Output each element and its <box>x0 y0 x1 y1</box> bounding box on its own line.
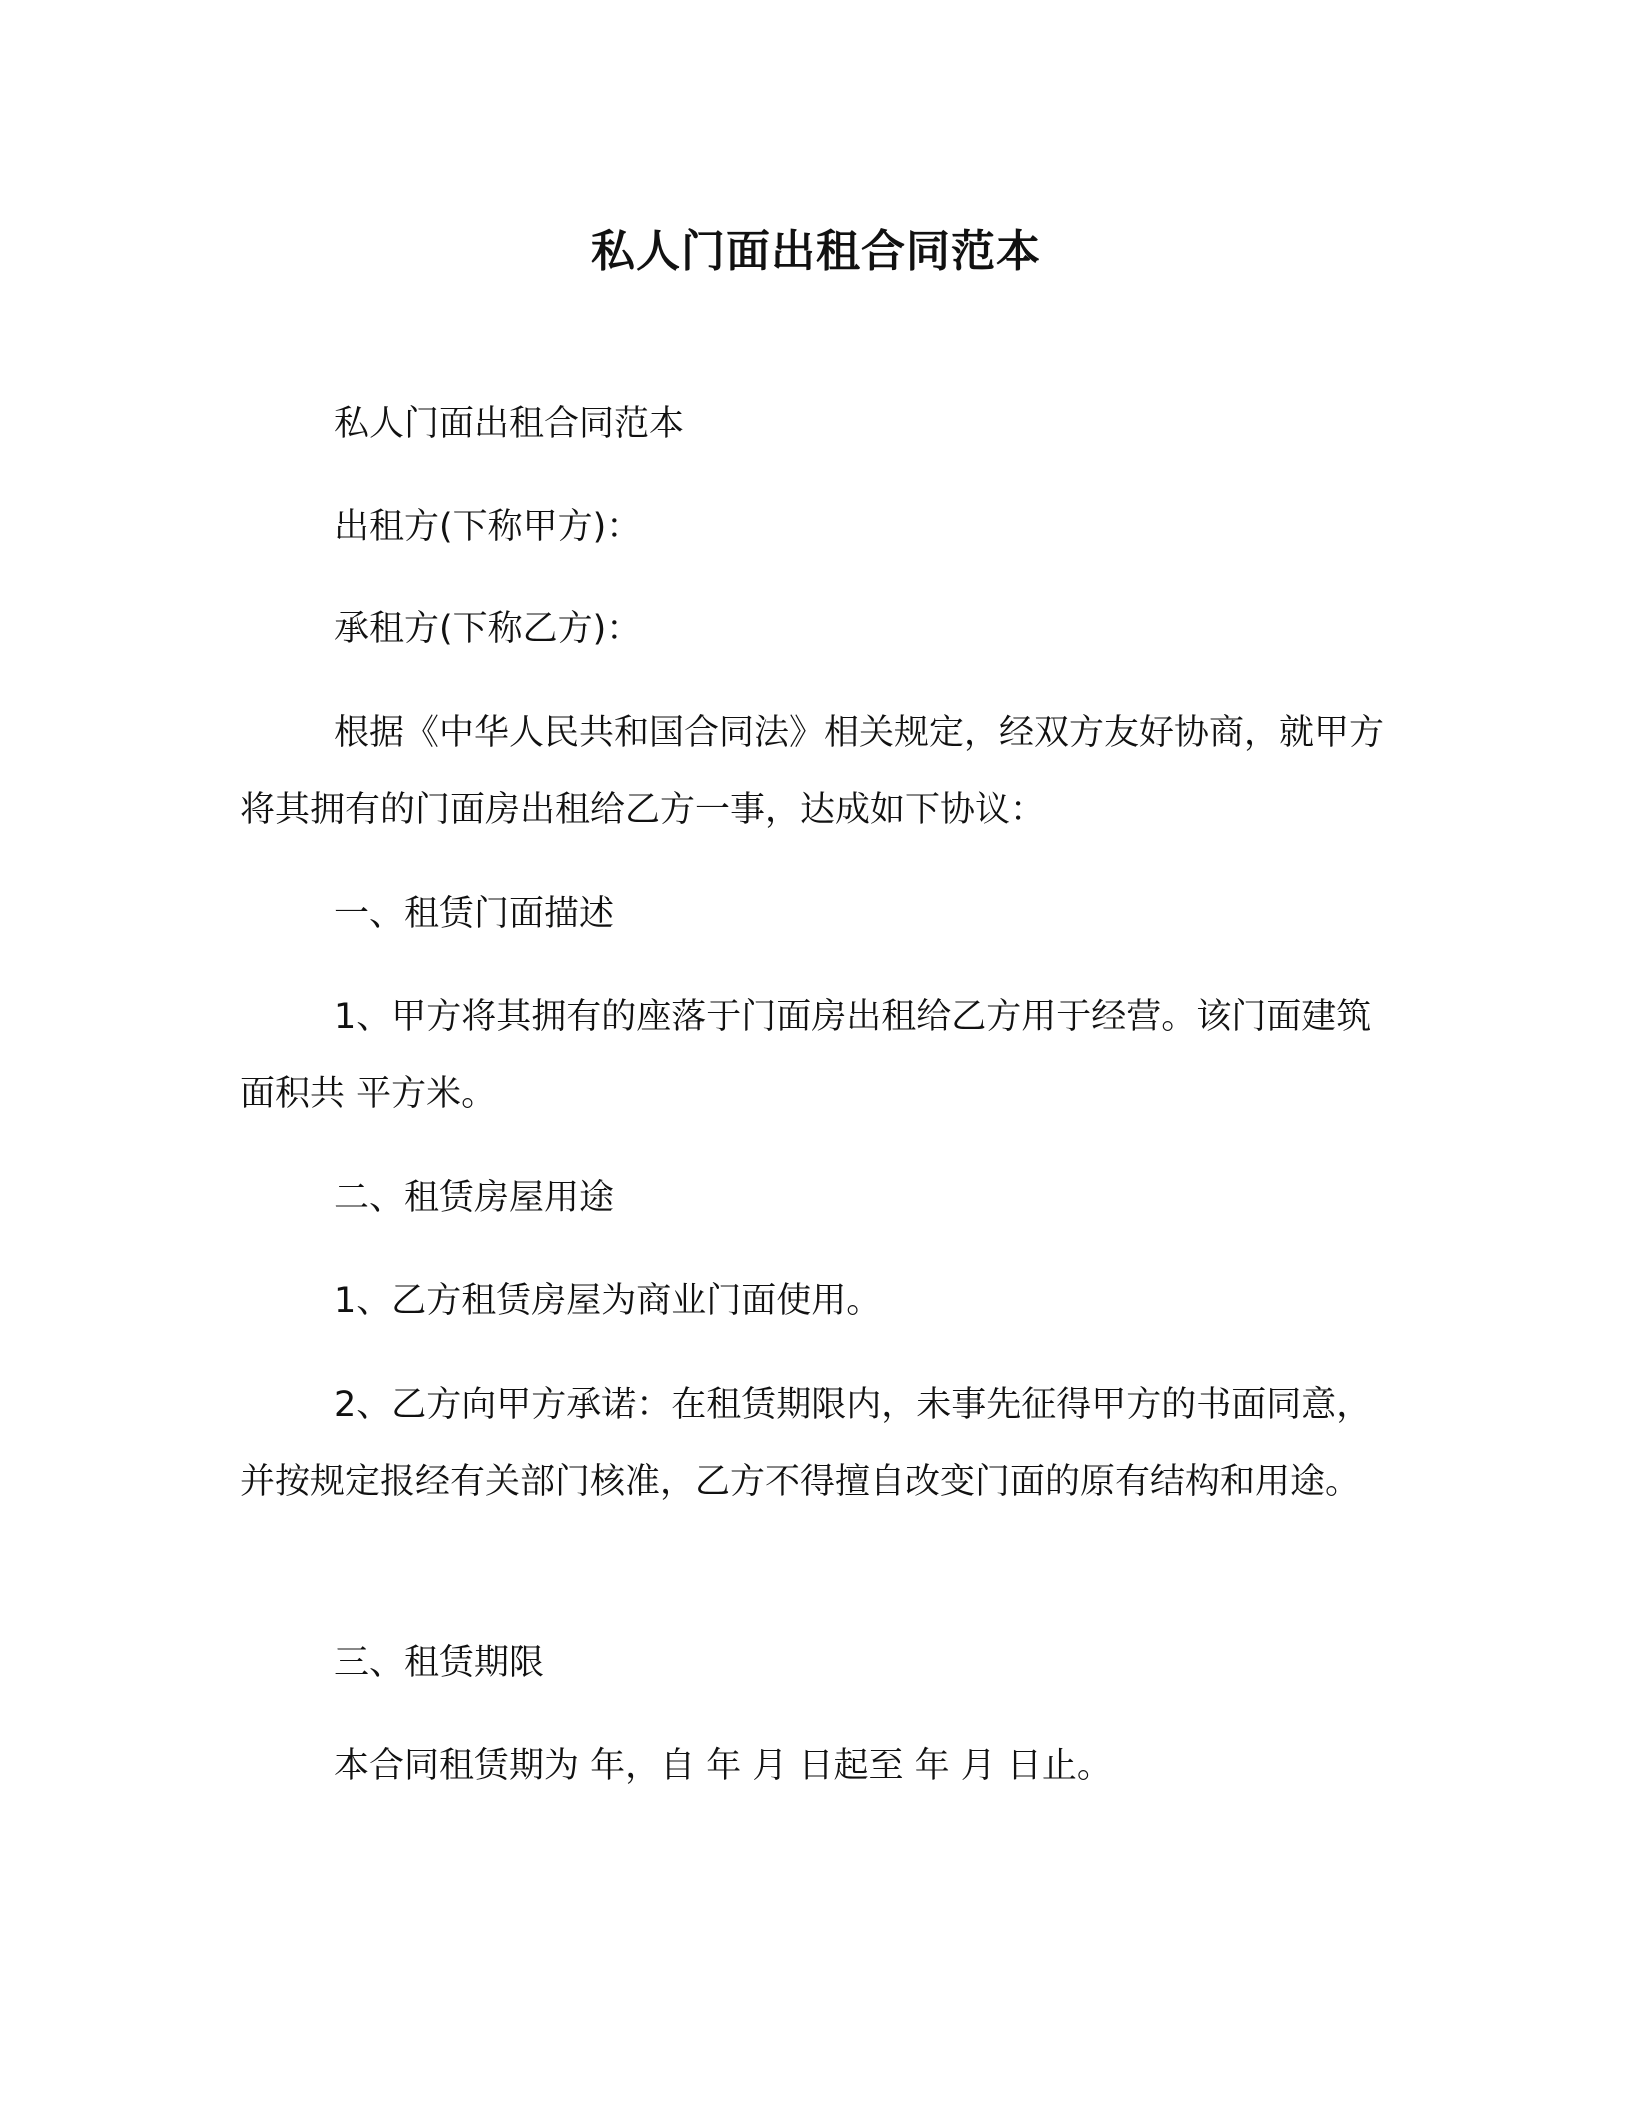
section-2-item-1: 1、乙方租赁房屋为商业门面使用。 <box>334 1281 882 1321</box>
section-3-body: 本合同租赁期为 年，自 年 月 日起至 年 月 日止。 <box>334 1746 1112 1786</box>
lessor-line: 出租方(下称甲方)： <box>334 507 642 547</box>
intro-paragraph: 根据《中华人民共和国合同法》相关规定，经双方友好协商，就甲方将其拥有的门面房出租给乙方一事，达成如下协议： <box>240 713 1385 830</box>
lessee-line: 承租方(下称乙方)： <box>334 609 642 649</box>
section-2-heading: 二、租赁房屋用途 <box>334 1178 615 1218</box>
section-1-item-1: 1、甲方将其拥有的座落于门面房出租给乙方用于经营。该门面建筑面积共 平方米。 <box>240 997 1372 1114</box>
section-3-heading: 三、租赁期限 <box>334 1643 545 1683</box>
section-1-heading: 一、租赁门面描述 <box>334 894 615 934</box>
document-title: 私人门面出租合同范本 <box>591 226 1041 277</box>
section-2-item-2: 2、乙方向甲方承诺：在租赁期限内，未事先征得甲方的书面同意，并按规定报经有关部门核准，乙方不得擅自改变门面的原有结构和用途。 <box>240 1385 1372 1502</box>
contract-subtitle: 私人门面出租合同范本 <box>334 404 685 444</box>
